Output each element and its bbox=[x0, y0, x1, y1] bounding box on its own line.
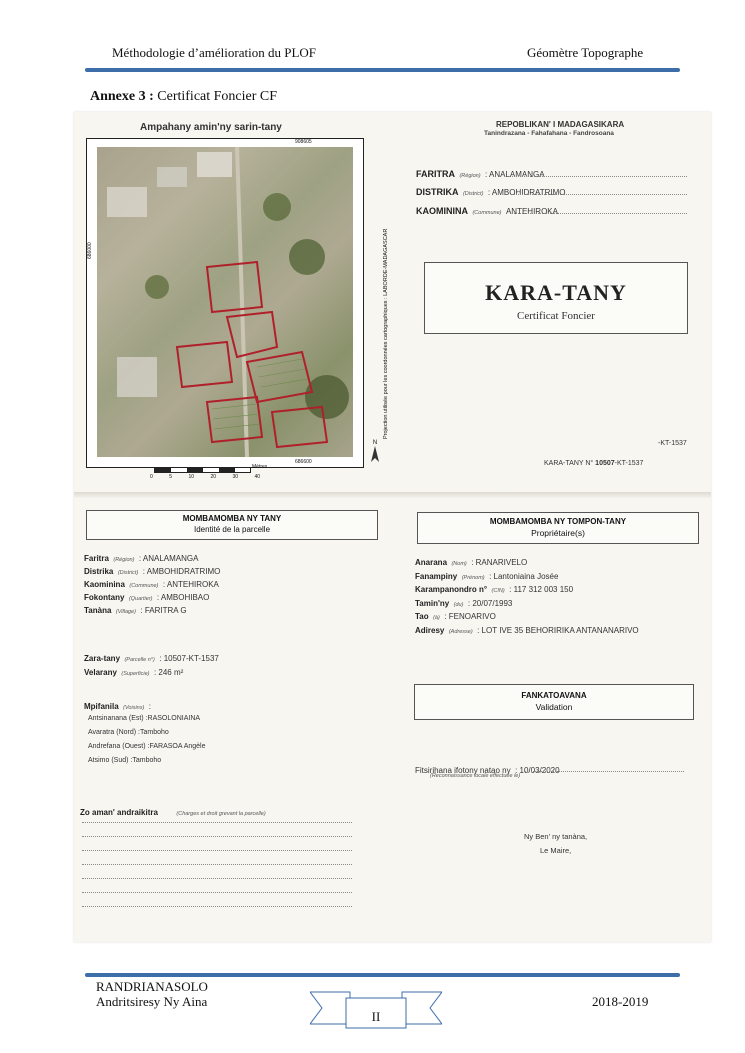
mpifanila-row: Mpifanila (Voisins) : bbox=[84, 702, 152, 711]
footer-author-1: RANDRIANASOLO bbox=[96, 979, 208, 994]
scale-tick: 10 bbox=[188, 474, 194, 480]
annexe-title bbox=[90, 89, 277, 105]
dotline bbox=[82, 878, 352, 879]
row-value: : AMBOHIBAO bbox=[156, 593, 210, 602]
row-label: Tanàna bbox=[84, 606, 112, 615]
header-right: Géomètre Topographe bbox=[527, 45, 644, 60]
row-value: : RANARIVELO bbox=[471, 558, 528, 567]
row-fr: (Parcelle n°) bbox=[124, 657, 155, 663]
row-value: : 10507-KT-1537 bbox=[159, 654, 219, 663]
row-value: : FENOARIVO bbox=[444, 612, 496, 621]
number-suffix: -KT-1537 bbox=[614, 460, 644, 467]
row-label: Fanampiny bbox=[415, 571, 458, 581]
map-side-note bbox=[383, 139, 389, 439]
validation-heading-box bbox=[414, 684, 694, 720]
row-fr: (Superficie) bbox=[121, 671, 150, 677]
row-fr: (District) bbox=[117, 570, 139, 576]
number-value: 10507 bbox=[595, 460, 615, 467]
certificate-number bbox=[544, 460, 643, 467]
neighbors-list bbox=[88, 712, 206, 768]
owner-row bbox=[415, 606, 705, 620]
zo-row bbox=[80, 802, 266, 820]
dotline bbox=[82, 850, 352, 851]
validation-heading: FANKATOAVANA bbox=[521, 691, 587, 700]
north-arrow bbox=[370, 440, 380, 464]
row-fr: (Nom) bbox=[451, 561, 467, 567]
dotline bbox=[512, 213, 687, 214]
row-fr: (CIN) bbox=[491, 588, 505, 594]
row-fr: (du) bbox=[453, 601, 464, 608]
velarany-row bbox=[84, 662, 183, 680]
row-fr: (Prénom) bbox=[461, 574, 485, 581]
row-label: Kaominina bbox=[84, 580, 125, 589]
validation-fr: (Reconnaissance locale effectuée le) bbox=[430, 773, 521, 779]
row-value: : Lantoniaina Josée bbox=[489, 571, 559, 581]
row-label: Faritra bbox=[84, 554, 109, 563]
kara-tany-box bbox=[424, 262, 688, 334]
parcel-subheading: Identité de la parcelle bbox=[193, 525, 271, 534]
row-fr: (Voisins) bbox=[123, 705, 145, 711]
region-label: KAOMININA bbox=[416, 206, 468, 216]
owner-heading-box bbox=[417, 512, 699, 544]
dotline bbox=[82, 864, 352, 865]
validation-label: Fitsirihana ifotony natao ny bbox=[415, 766, 511, 775]
scale-ticks bbox=[150, 474, 260, 480]
row-label: Tao bbox=[415, 612, 429, 621]
row-fr: (Charges et droit grevant la parcelle) bbox=[176, 811, 266, 817]
row-fr: (à) bbox=[433, 615, 440, 621]
row-fr: (Adresse) bbox=[448, 628, 473, 635]
owner-row bbox=[415, 579, 705, 593]
region-label: DISTRIKA bbox=[416, 187, 459, 197]
row-fr: (Quartier) bbox=[128, 596, 153, 602]
parcel-row bbox=[84, 561, 374, 574]
map-coord-top: 908605 bbox=[295, 139, 312, 145]
parcel-row bbox=[84, 574, 374, 587]
row-value: : LOT IVE 35 BEHORIRIKA ANTANANARIVO bbox=[477, 625, 639, 635]
footer-rule bbox=[85, 973, 680, 977]
dotline bbox=[82, 836, 352, 837]
row-fr: (Village) bbox=[115, 609, 136, 615]
region-label: FARITRA bbox=[416, 169, 455, 179]
owner-row bbox=[415, 620, 705, 634]
region-kaominina bbox=[416, 201, 696, 219]
region-fr: (District) bbox=[462, 191, 484, 197]
parcel-rows bbox=[84, 548, 374, 613]
row-label: Anarana bbox=[415, 558, 448, 567]
republic-name: REPOBLIKAN' I MADAGASIKARA bbox=[496, 120, 625, 129]
neighbor: Antsinanana (Est) :RASOLONIAINA bbox=[88, 715, 201, 722]
kara-tany-title: KARA-TANY bbox=[485, 280, 627, 305]
annexe-label: Annexe 3 : bbox=[90, 89, 154, 104]
dotline bbox=[512, 176, 687, 177]
scale-tick: 20 bbox=[210, 474, 216, 480]
row-value: : 20/07/1993 bbox=[467, 598, 513, 608]
header-rule bbox=[85, 68, 680, 72]
row-value: : ANALAMANGA bbox=[138, 554, 199, 563]
owner-row bbox=[415, 593, 705, 607]
neighbor: Atsimo (Sud) :Tamboho bbox=[88, 757, 162, 764]
map-coord-left: 686000 bbox=[87, 242, 93, 259]
mayor-title: Ny Ben' ny tanàna, bbox=[524, 832, 588, 841]
neighbor: Andrefana (Ouest) :FARASOA Angèle bbox=[88, 743, 206, 750]
row-label: Zo aman' andraikitra bbox=[80, 808, 158, 817]
row-fr: (Région) bbox=[113, 557, 135, 563]
north-arrow-icon bbox=[370, 446, 380, 462]
republic-motto: Tanindrazana - Fahafahana - Fandrosoana bbox=[484, 130, 614, 137]
row-value: : ANTEHIROKA bbox=[162, 580, 219, 589]
parcel-heading-box bbox=[86, 510, 378, 540]
scale-tick: 0 bbox=[150, 474, 153, 480]
row-value: : 246 m² bbox=[153, 668, 184, 677]
footer-author-2: Andritsiresy Ny Aina bbox=[96, 994, 208, 1009]
footer-year: 2018-2019 bbox=[592, 994, 649, 1009]
row-label: Mpifanila bbox=[84, 702, 119, 711]
scale-unit: Mètres bbox=[252, 464, 268, 470]
header-left: Méthodologie d’amélioration du PLOF bbox=[112, 45, 317, 60]
region-value: : AMBOHIDRATRIMO bbox=[487, 188, 566, 197]
validation-subheading: Validation bbox=[535, 702, 573, 712]
row-value: : 117 312 003 150 bbox=[509, 585, 574, 594]
region-distrika bbox=[416, 182, 696, 200]
owner-rows bbox=[415, 552, 705, 633]
map-projection-note: Projection utilisée pour les coordonnées cartographiques : LABORDE-MADAGASCAR bbox=[383, 228, 389, 439]
row-label: Fokontany bbox=[84, 593, 125, 602]
dotline bbox=[524, 771, 684, 772]
row-label: Velarany bbox=[84, 668, 117, 677]
region-fr: (Commune) bbox=[472, 210, 502, 216]
number-above: -KT-1537 bbox=[658, 440, 687, 447]
region-value: ANTEHIROKA bbox=[505, 207, 558, 216]
map-frame bbox=[86, 138, 389, 468]
parcel-row bbox=[84, 548, 374, 561]
parcel-row bbox=[84, 600, 374, 613]
annexe-caption: Certificat Foncier CF bbox=[157, 89, 278, 104]
owner-subheading: Propriétaire(s) bbox=[531, 528, 585, 538]
row-label: Tamin'ny bbox=[415, 598, 450, 608]
scale-bar bbox=[154, 467, 251, 473]
region-faritra bbox=[416, 164, 696, 182]
scale-tick: 40 bbox=[254, 474, 260, 480]
kara-tany-subtitle: Certificat Foncier bbox=[517, 310, 595, 322]
scale-tick: 30 bbox=[232, 474, 238, 480]
row-value: : FARITRA G bbox=[140, 606, 187, 615]
aerial-photo-drawing bbox=[97, 147, 353, 457]
dotline bbox=[82, 906, 352, 907]
aerial-photo bbox=[97, 147, 353, 457]
dotline bbox=[512, 194, 687, 195]
region-value: : ANALAMANGA bbox=[485, 170, 545, 179]
owner-row bbox=[415, 552, 705, 566]
region-fr: (Région) bbox=[459, 173, 481, 179]
row-fr: (Commune) bbox=[129, 583, 159, 589]
dotline bbox=[82, 822, 352, 823]
validation-value: : 10/03/2020 bbox=[515, 766, 560, 775]
map-title: Ampahany amin'ny sarin-tany bbox=[140, 122, 282, 133]
parcel-heading: MOMBAMOMBA NY TANY bbox=[182, 514, 282, 523]
page-number: II bbox=[371, 1009, 381, 1024]
neighbor: Avaratra (Nord) :Tamboho bbox=[88, 729, 169, 736]
dotline bbox=[82, 892, 352, 893]
scale-tick: 5 bbox=[169, 474, 172, 480]
north-label: N bbox=[372, 440, 378, 446]
certificate-scan bbox=[74, 112, 711, 942]
row-label: Adiresy bbox=[415, 625, 445, 635]
page-fold bbox=[74, 492, 711, 498]
number-label: KARA-TANY N° bbox=[544, 460, 594, 467]
row-label: Karampanondro n° bbox=[415, 585, 488, 594]
owner-heading: MOMBAMOMBA NY TOMPON-TANY bbox=[489, 517, 627, 526]
row-value: : AMBOHIDRATRIMO bbox=[142, 567, 221, 576]
map-coord-bottom: 686600 bbox=[295, 459, 312, 465]
mayor-title-fr: Le Maire, bbox=[540, 846, 572, 855]
owner-row bbox=[415, 566, 705, 580]
parcel-row bbox=[84, 587, 374, 600]
row-label: Zara-tany bbox=[84, 654, 121, 663]
row-label: Distrika bbox=[84, 567, 114, 576]
